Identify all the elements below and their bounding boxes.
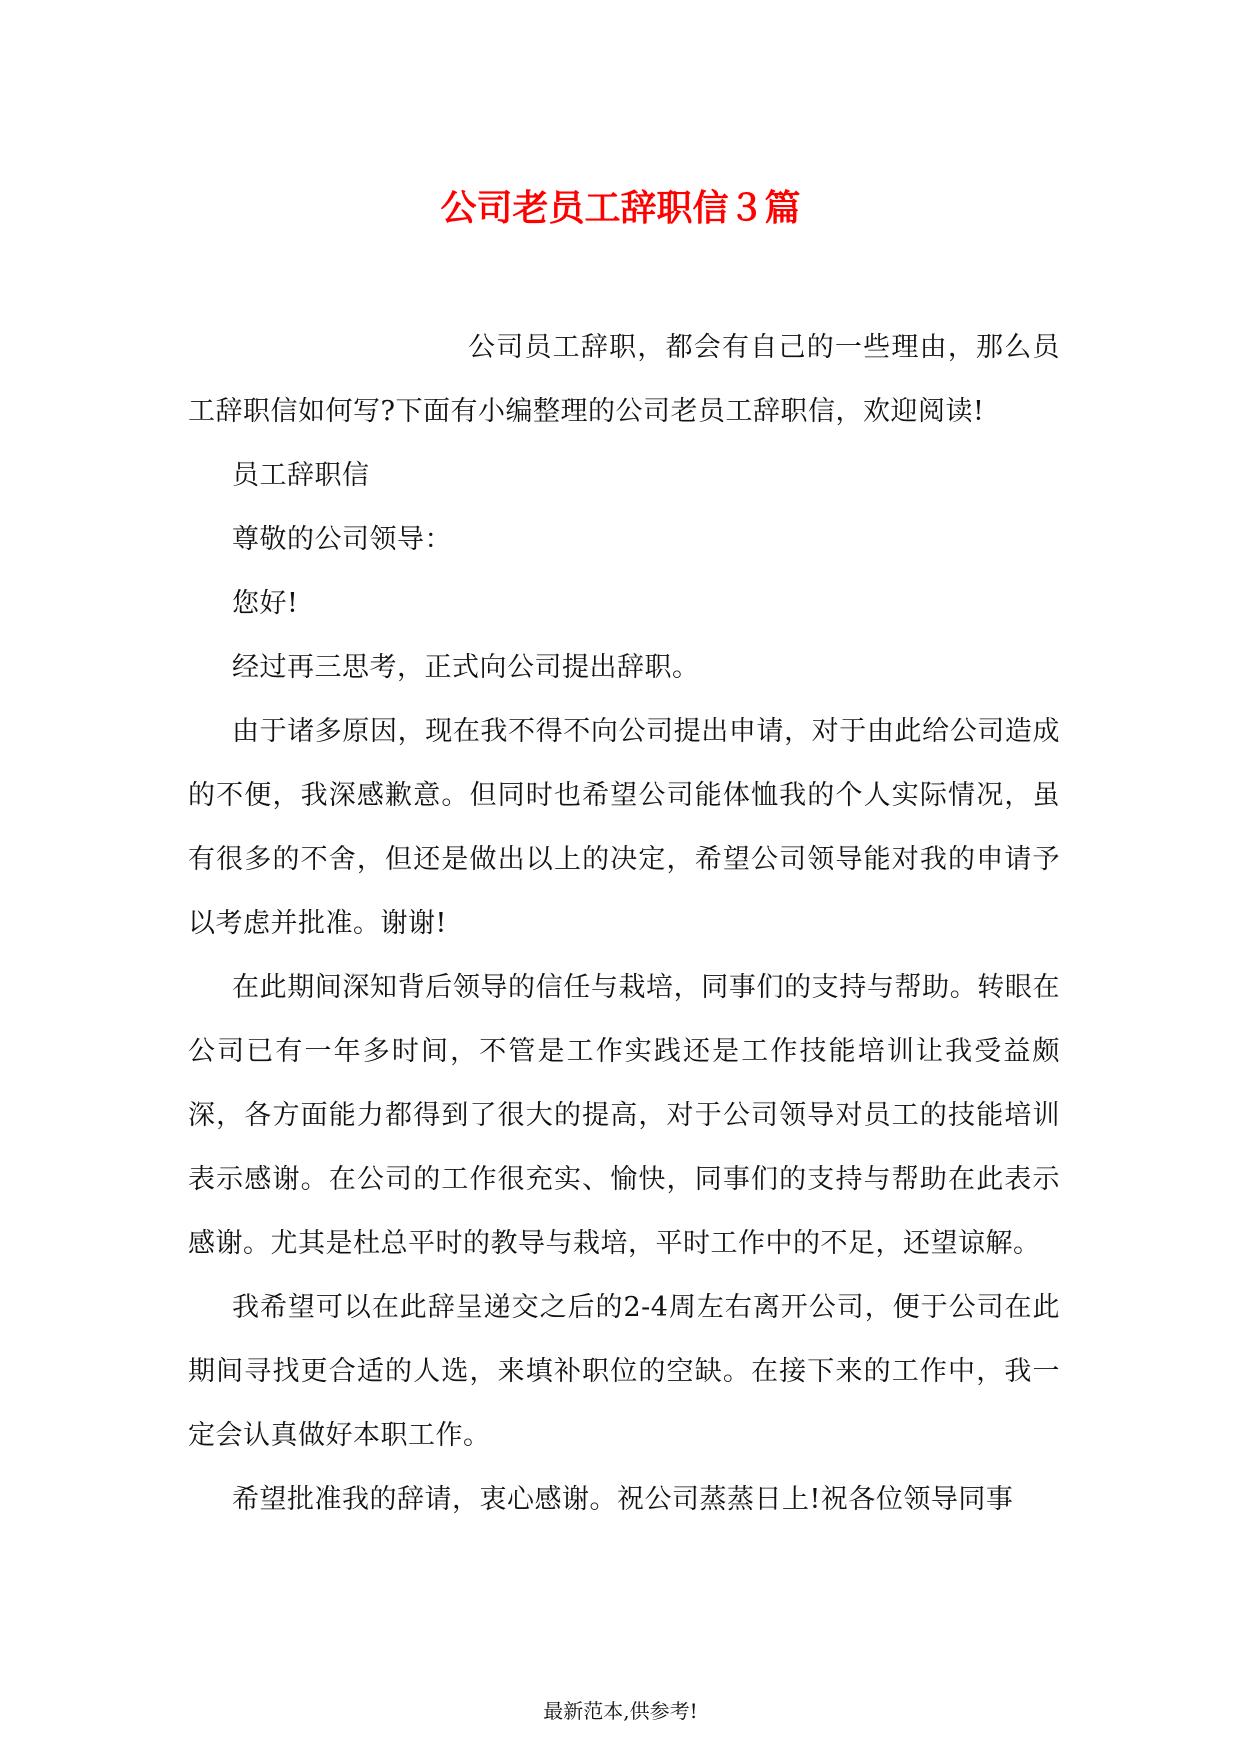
letter-heading: 员工辞职信	[232, 460, 370, 491]
salutation: 尊敬的公司领导：	[232, 524, 452, 555]
greeting: 您好!	[232, 588, 299, 619]
body-paragraph: 在此期间深知背后领导的信任与栽培，同事们的支持与帮助。转眼在公司已有一年多时间，不管是工作实践还是工作技能培训让我受益颇深，各方面能力都得到了很大的提高，对于公司领导对员工的技能培训表示感谢。在公司的工作很充实、愉快，同事们的支持与帮助在此表示感谢。尤其是杜总平时的教导与栽培，平时工作中的不足，还望谅解。	[188, 972, 1060, 1259]
body-paragraph: 经过再三思考，正式向公司提出辞职。	[232, 652, 700, 683]
body-paragraph: 我希望可以在此辞呈递交之后的2-4周左右离开公司，便于公司在此期间寻找更合适的人选，来填补职位的空缺。在接下来的工作中，我一定会认真做好本职工作。	[188, 1292, 1060, 1451]
body-paragraph: 由于诸多原因，现在我不得不向公司提出申请，对于由此给公司造成的不便，我深感歉意。但同时也希望公司能体恤我的个人实际情况，虽有很多的不舍，但还是做出以上的决定，希望公司领导能对我的申请予以考虑并批准。谢谢!	[188, 716, 1060, 939]
intro-paragraph: 公司员工辞职，都会有自己的一些理由，那么员工辞职信如何写?下面有小编整理的公司老员工辞职信，欢迎阅读!	[188, 332, 1060, 427]
page-footer: 最新范本,供参考!	[543, 1699, 698, 1723]
page-title: 公司老员工辞职信３篇	[440, 187, 801, 230]
body-paragraph: 希望批准我的辞请，衷心感谢。祝公司蒸蒸日上!祝各位领导同事	[232, 1484, 1014, 1515]
document-body	[188, 316, 1060, 1532]
